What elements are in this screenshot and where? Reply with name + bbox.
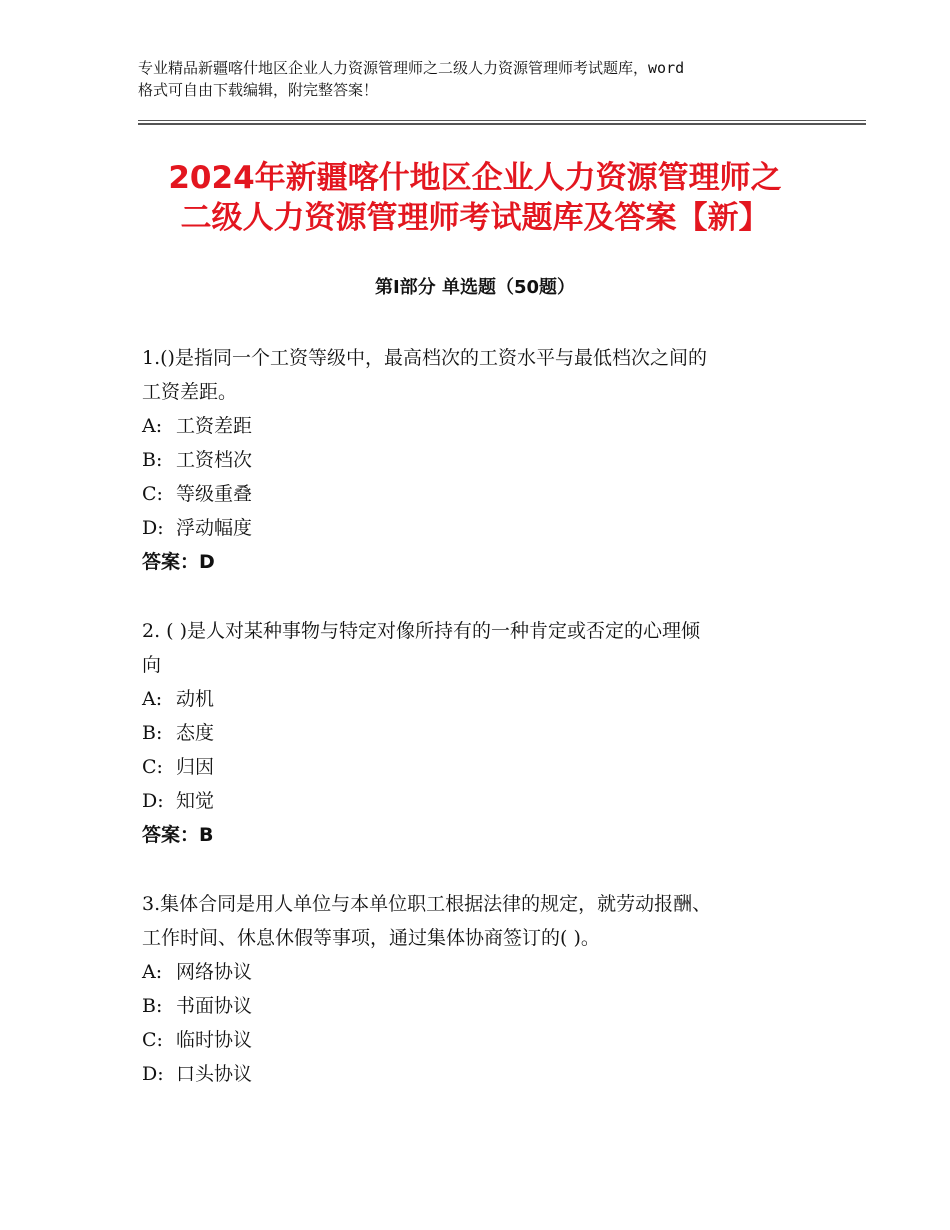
answer-line: 答案：D	[142, 551, 215, 573]
question-stem-line-1: 3.集体合同是用人单位与本单位职工根据法律的规定，就劳动报酬、	[142, 893, 712, 915]
question-stem-line-1: 2. ( )是人对某种事物与特定对像所持有的一种肯定或否定的心理倾	[142, 620, 701, 642]
option-text: 知觉	[176, 790, 215, 812]
option-text: 工资档次	[176, 449, 253, 471]
option-letter: C:	[142, 756, 163, 778]
option-text: 口头协议	[176, 1063, 253, 1085]
option-d	[142, 1057, 822, 1091]
header-note-line-2: 格式可自由下载编辑，附完整答案！	[138, 81, 379, 99]
question-stem-line-1: 1.()是指同一个工资等级中，最高档次的工资水平与最低档次之间的	[142, 347, 707, 369]
header-note	[138, 57, 838, 101]
answer-line: 答案：B	[142, 824, 214, 846]
header-rule-thick	[138, 123, 866, 125]
option-b	[142, 716, 822, 750]
option-c	[142, 1023, 822, 1057]
option-text: 临时协议	[176, 1029, 253, 1051]
option-d	[142, 784, 822, 818]
section-title: 第Ⅰ部分 单选题（50题）	[374, 277, 575, 298]
document-title-line-1: 2024年新疆喀什地区企业人力资源管理师之	[168, 160, 782, 196]
option-letter: C:	[142, 483, 163, 505]
option-text: 书面协议	[176, 995, 253, 1017]
question-stem-line-2: 向	[142, 654, 162, 676]
document-title-line-2: 二级人力资源管理师考试题库及答案【新】	[180, 200, 770, 236]
option-b	[142, 989, 822, 1023]
option-d	[142, 511, 822, 545]
question-2	[142, 614, 822, 852]
option-text: 网络协议	[176, 961, 253, 983]
option-a	[142, 955, 822, 989]
option-letter: D:	[142, 790, 164, 812]
option-c	[142, 750, 822, 784]
option-a	[142, 409, 822, 443]
option-letter: B:	[142, 722, 163, 744]
option-letter: A:	[142, 415, 163, 437]
option-text: 归因	[176, 756, 215, 778]
option-text: 动机	[176, 688, 215, 710]
question-stem-line-2: 工资差距。	[142, 381, 238, 403]
option-text: 等级重叠	[176, 483, 253, 505]
option-letter: A:	[142, 688, 163, 710]
option-letter: C:	[142, 1029, 163, 1051]
option-c	[142, 477, 822, 511]
option-b	[142, 443, 822, 477]
question-1	[142, 341, 822, 579]
question-stem-line-2: 工作时间、休息休假等事项，通过集体协商签订的( )。	[142, 927, 600, 949]
option-text: 工资差距	[176, 415, 253, 437]
option-a	[142, 682, 822, 716]
option-letter: D:	[142, 517, 164, 539]
option-text: 态度	[176, 722, 215, 744]
option-letter: B:	[142, 995, 163, 1017]
option-letter: D:	[142, 1063, 164, 1085]
option-letter: A:	[142, 961, 163, 983]
option-letter: B:	[142, 449, 163, 471]
question-3	[142, 887, 822, 1091]
option-text: 浮动幅度	[176, 517, 253, 539]
header-rule-thin	[138, 120, 866, 121]
document-title	[0, 158, 950, 238]
header-note-line-1: 专业精品新疆喀什地区企业人力资源管理师之二级人力资源管理师考试题库，word	[138, 59, 685, 77]
